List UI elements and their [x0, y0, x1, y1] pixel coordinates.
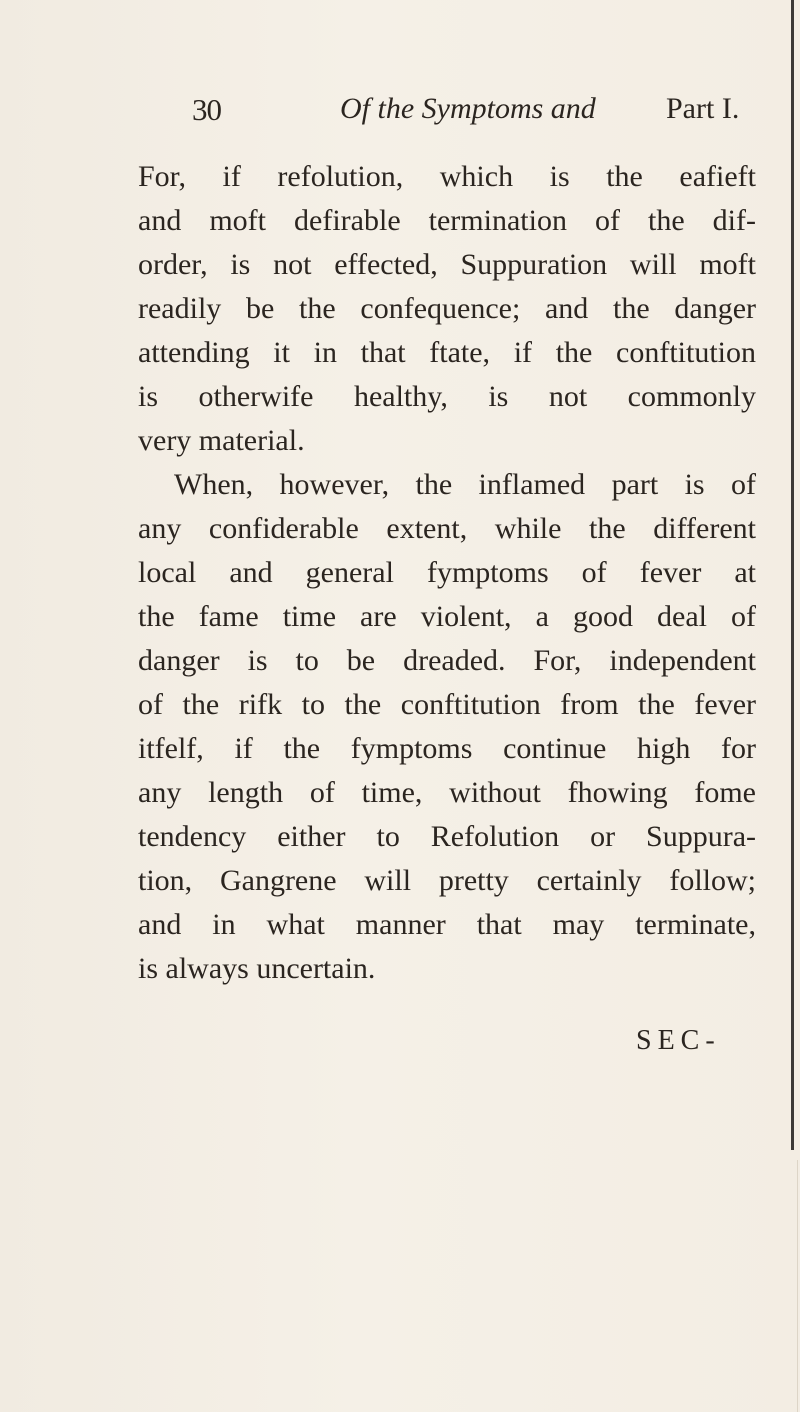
- text-line: danger is to be dreaded. For, independent: [138, 644, 756, 677]
- running-header: [192, 92, 768, 136]
- text-line: any confiderable extent, while the different: [138, 512, 756, 545]
- text-line: any length of time, without fhowing fome: [138, 776, 756, 809]
- text-line: itfelf, if the fymptoms continue high for: [138, 732, 756, 765]
- text-line: For, if refolution, which is the eafieft: [138, 160, 756, 193]
- text-line: local and general fymptoms of fever at: [138, 556, 756, 589]
- body-text: [138, 155, 756, 991]
- text-line: readily be the confequence; and the danger: [138, 292, 756, 325]
- page-number: 30: [192, 92, 221, 127]
- text-line: of the rifk to the conftitution from the fever: [138, 688, 756, 721]
- text-line: very material.: [138, 424, 305, 457]
- text-line: tion, Gangrene will pretty certainly follow;: [138, 864, 756, 897]
- text-line: the fame time are violent, a good deal of: [138, 600, 756, 633]
- text-line: attending it in that ftate, if the conftitution: [138, 336, 756, 369]
- paragraph-2: [138, 463, 756, 991]
- text-line: is otherwife healthy, is not commonly: [138, 380, 756, 413]
- paragraph-1: [138, 155, 756, 463]
- text-line: When, however, the inflamed part is of: [174, 468, 756, 501]
- page-edge-line: [797, 1160, 798, 1412]
- text-line: and in what manner that may terminate,: [138, 908, 756, 941]
- part-label: Part I.: [666, 92, 740, 125]
- text-line: tendency either to Refolution or Suppura-: [138, 820, 756, 853]
- text-line: order, is not effected, Suppuration will moft: [138, 248, 756, 281]
- running-title: Of the Symptoms and: [340, 92, 596, 125]
- page-edge-shadow: [791, 0, 794, 1150]
- text-line: and moft defirable termination of the dif-: [138, 204, 756, 237]
- catchword: SEC-: [636, 1025, 721, 1056]
- text-line: is always uncertain.: [138, 952, 376, 985]
